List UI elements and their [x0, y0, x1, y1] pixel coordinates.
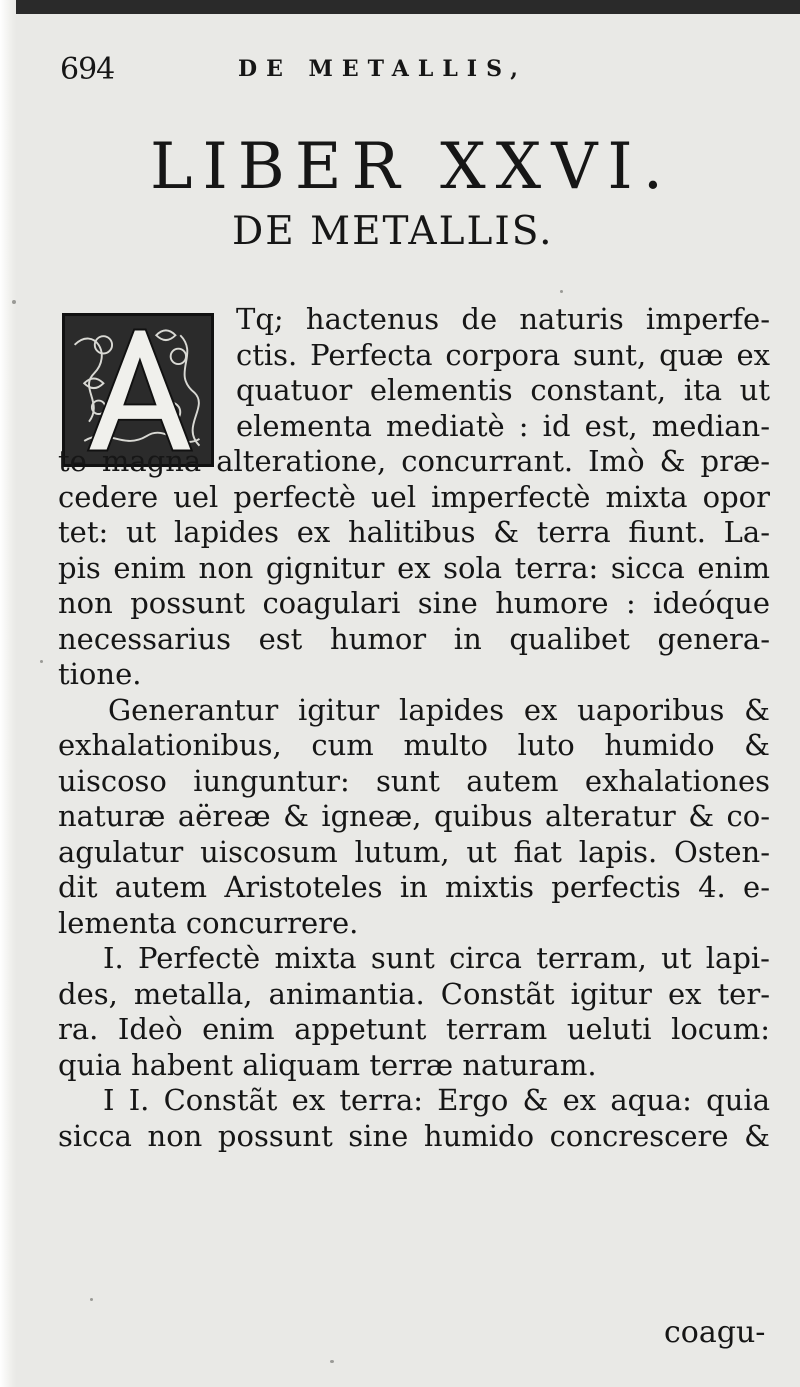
text-line: ctis. Perfecta corpora sunt, quæ ex [236, 337, 770, 372]
text-line: ra. Ideò enim appetunt terram ueluti locum: [58, 1012, 770, 1046]
text-line: tet: ut lapides ex halitibus & terra fiunt. La- [58, 515, 770, 549]
text-line: Generantur igitur lapides ex uaporibus & [108, 692, 770, 727]
running-title: DE METALLIS, [238, 56, 527, 82]
text-line: exhalationibus, cum multo luto humido & [58, 728, 770, 762]
text-line: I I. Constãt ex terra: Ergo & ex aqua: quia [103, 1083, 770, 1117]
text-line: sicca non possunt sine humido concrescere & [58, 1118, 770, 1153]
text-line: uiscoso iunguntur: sunt autem exhalationes [58, 763, 770, 798]
paper-speck [90, 1298, 93, 1301]
text-line: agulatur uiscosum lutum, ut fiat lapis. Osten- [58, 834, 770, 869]
text-line: non possunt coagulari sine humore : ideóque [58, 586, 770, 620]
book-subject: DE METALLIS. [232, 209, 554, 254]
page-left-margin [0, 0, 16, 1387]
text-line: elementa mediatè : id est, median- [236, 408, 770, 443]
text-line: dit autem Aristoteles in mixtis perfectis 4. e- [58, 870, 770, 904]
text-line: lementa concurrere. [58, 905, 359, 940]
text-line: naturæ aëreæ & igneæ, quibus alteratur & co- [58, 799, 770, 833]
text-line: quia habent aliquam terræ naturam. [58, 1047, 597, 1082]
text-line: des, metalla, animantia. Constãt igitur ex ter- [58, 976, 770, 1011]
catchword: coagu- [664, 1315, 766, 1350]
paper-speck [12, 300, 16, 304]
text-line: tione. [58, 657, 142, 691]
body-text [58, 302, 770, 1154]
text-line: quatuor elementis constant, ita ut [236, 373, 770, 407]
page-top-shadow [0, 0, 800, 14]
book-heading: LIBER XXVI. [150, 130, 674, 204]
running-head [60, 50, 760, 100]
text-line: pis enim non gignitur ex sola terra: sicca enim [58, 550, 770, 585]
text-line: Tq; hactenus de naturis imperfe- [236, 302, 770, 336]
text-line: necessarius est humor in qualibet genera- [58, 621, 770, 656]
paper-speck [330, 1360, 334, 1363]
paper-speck [560, 290, 563, 293]
text-line: I. Perfectè mixta sunt circa terram, ut lapi- [103, 941, 770, 975]
text-line: te magna alteratione, concurrant. Imò & præ- [58, 444, 770, 478]
text-line: cedere uel perfectè uel imperfectè mixta opor [58, 479, 770, 514]
paper-speck [40, 660, 43, 663]
page-number: 694 [60, 52, 115, 87]
